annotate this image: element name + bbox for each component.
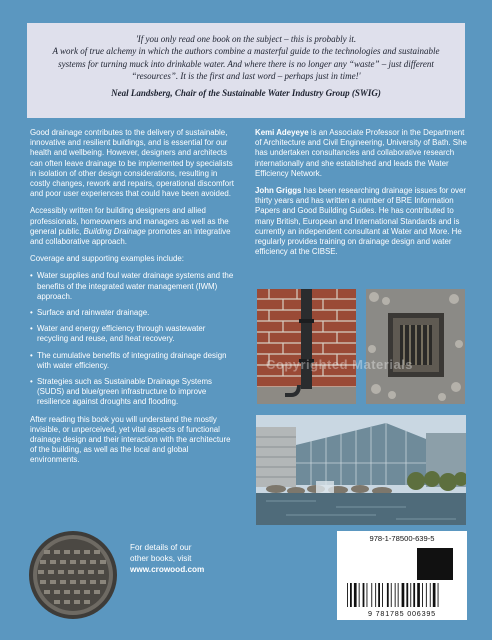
visit-line-1: For details of our	[130, 543, 192, 552]
author-name-1: Kemi Adeyeye	[255, 128, 309, 137]
list-item: • Water supplies and foul water drainage systems and the benefits of the integrated water management (IWM) approach.	[30, 271, 235, 302]
publisher-website-link[interactable]: www.crowood.com	[130, 565, 205, 574]
barcode-digits: 9 781785 006395	[368, 609, 436, 618]
barcode-bars	[347, 583, 439, 607]
author-bio-2	[255, 186, 467, 257]
audience-text-a: Accessibly written for building designers and allied professionals, homeowners and managers as well as the general public,	[30, 206, 229, 236]
quote-line-1: 'If you only read one book on the subject – this is probably it.	[135, 34, 357, 44]
author-bio-1	[255, 128, 467, 179]
list-item: • Strategies such as Sustainable Drainage Systems (SUDS) and blue/green infrastructure to improve resilience against droughts and flooding.	[30, 377, 235, 408]
blurb-conclusion: After reading this book you will understand the mostly invisible, or unperceived, yet vital aspects of functional drainage design and their interaction with the architecture of the building, as well as the local and global environments.	[30, 414, 231, 465]
isbn-barcode	[337, 531, 467, 620]
audience-text-b: promotes an integrative and collaborative approach.	[30, 226, 231, 247]
blurb-intro: Good drainage contributes to the delivery of sustainable, innovative and resilient buildings, and is essential for our health and wellbeing. However, designers and architects can often leave drainage to be implemented by specialists in isolation of other design considerations, resulting in costly changes, rework and repairs, operational discomfort and poor user experiences that could have been avoided.	[30, 128, 234, 199]
examples-intro: Coverage and supporting examples include:	[30, 254, 184, 264]
book-title-inline: Building Drainage	[83, 226, 146, 236]
quote-line-2: A work of true alchemy in which the authors combine a masterful guide to the technologies and sustainable systems for turning muck into drinkable water. And where there is no longer any “waste” – just different “resources”. It is the first and last word – perhaps just in time!'	[52, 46, 440, 82]
publisher-visit-note	[130, 542, 250, 575]
author-name-2: John Griggs	[255, 186, 302, 196]
list-item: • Surface and rainwater drainage.	[30, 308, 235, 318]
endorsement-quote	[27, 23, 465, 118]
authors-column	[255, 128, 467, 264]
copyright-watermark: Copyrighted Materials	[266, 357, 414, 372]
blurb-column	[30, 128, 235, 473]
list-item: • The cumulative benefits of integrating drainage design with water efficiency.	[30, 351, 235, 371]
quote-attribution: Neal Landsberg, Chair of the Sustainable Water Industry Group (SWIG)	[111, 87, 381, 98]
downpipe-photo	[257, 289, 356, 404]
examples-list	[30, 271, 235, 407]
author-text-1: is an Associate Professor in the Department of Architecture and Civil Engineering, University of Bath. She has undertaken consultancies and collaborative research internationally and she established and leads the Water Efficiency Network.	[255, 128, 467, 178]
building-pond-photo	[256, 415, 466, 525]
manhole-cover-image	[28, 530, 118, 620]
drain-grate-photo	[366, 289, 465, 404]
list-item: • Water and energy efficiency through wastewater recycling and reuse, and heat recovery.	[30, 324, 235, 344]
isbn-number: 978-1-78500-639-5	[369, 534, 435, 543]
visit-line-2: other books, visit	[130, 554, 192, 563]
author-text-2: has been researching drainage issues for over thirty years and has written a number of BRE Information Papers and Good Building Guides. He has contributed to many British, European and International Standards and is currently an independent consultant at Water and More. He regularly provides training on drainage design and water efficiency at the CIBSE.	[255, 186, 466, 257]
blurb-audience	[30, 206, 235, 247]
